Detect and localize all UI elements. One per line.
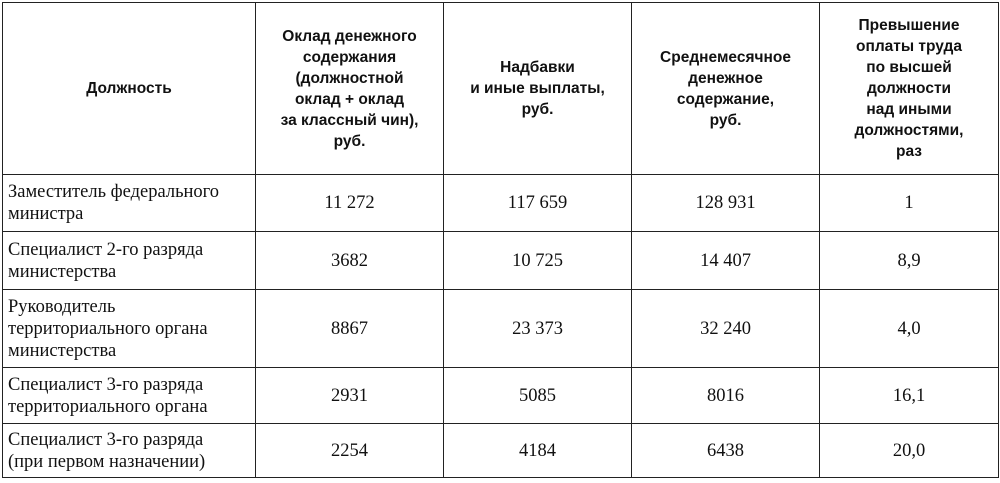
monthly-pay-cell: 6438 xyxy=(632,424,820,478)
monthly-pay-cell: 32 240 xyxy=(632,290,820,368)
base-salary-cell: 11 272 xyxy=(256,175,444,232)
base-salary-cell: 2931 xyxy=(256,368,444,424)
pay-ratio-cell: 1 xyxy=(820,175,999,232)
salary-table xyxy=(2,2,999,478)
base-salary-cell: 3682 xyxy=(256,232,444,290)
base-salary-cell: 2254 xyxy=(256,424,444,478)
header-position: Должность xyxy=(3,3,256,175)
position-cell: Специалист 3-го разряда территориального органа xyxy=(3,368,256,424)
pay-ratio-cell: 8,9 xyxy=(820,232,999,290)
table-row xyxy=(3,368,999,424)
table-row xyxy=(3,232,999,290)
position-cell: Заместитель федерального министра xyxy=(3,175,256,232)
header-row xyxy=(3,3,999,175)
allowances-cell: 10 725 xyxy=(444,232,632,290)
position-cell: Руководитель территориального органа министерства xyxy=(3,290,256,368)
table-row xyxy=(3,290,999,368)
allowances-cell: 4184 xyxy=(444,424,632,478)
monthly-pay-cell: 14 407 xyxy=(632,232,820,290)
monthly-pay-cell: 8016 xyxy=(632,368,820,424)
header-pay-ratio: Превышение оплаты труда по высшей должности над иными должностями, раз xyxy=(820,3,999,175)
pay-ratio-cell: 16,1 xyxy=(820,368,999,424)
base-salary-cell: 8867 xyxy=(256,290,444,368)
header-base-salary: Оклад денежного содержания (должностной оклад + оклад за классный чин), руб. xyxy=(256,3,444,175)
table-row xyxy=(3,424,999,478)
header-monthly-pay: Среднемесячное денежное содержание, руб. xyxy=(632,3,820,175)
allowances-cell: 117 659 xyxy=(444,175,632,232)
pay-ratio-cell: 20,0 xyxy=(820,424,999,478)
allowances-cell: 5085 xyxy=(444,368,632,424)
header-allowances: Надбавки и иные выплаты, руб. xyxy=(444,3,632,175)
position-cell: Специалист 3-го разряда (при первом назначении) xyxy=(3,424,256,478)
allowances-cell: 23 373 xyxy=(444,290,632,368)
pay-ratio-cell: 4,0 xyxy=(820,290,999,368)
table-row xyxy=(3,175,999,232)
monthly-pay-cell: 128 931 xyxy=(632,175,820,232)
position-cell: Специалист 2-го разряда министерства xyxy=(3,232,256,290)
